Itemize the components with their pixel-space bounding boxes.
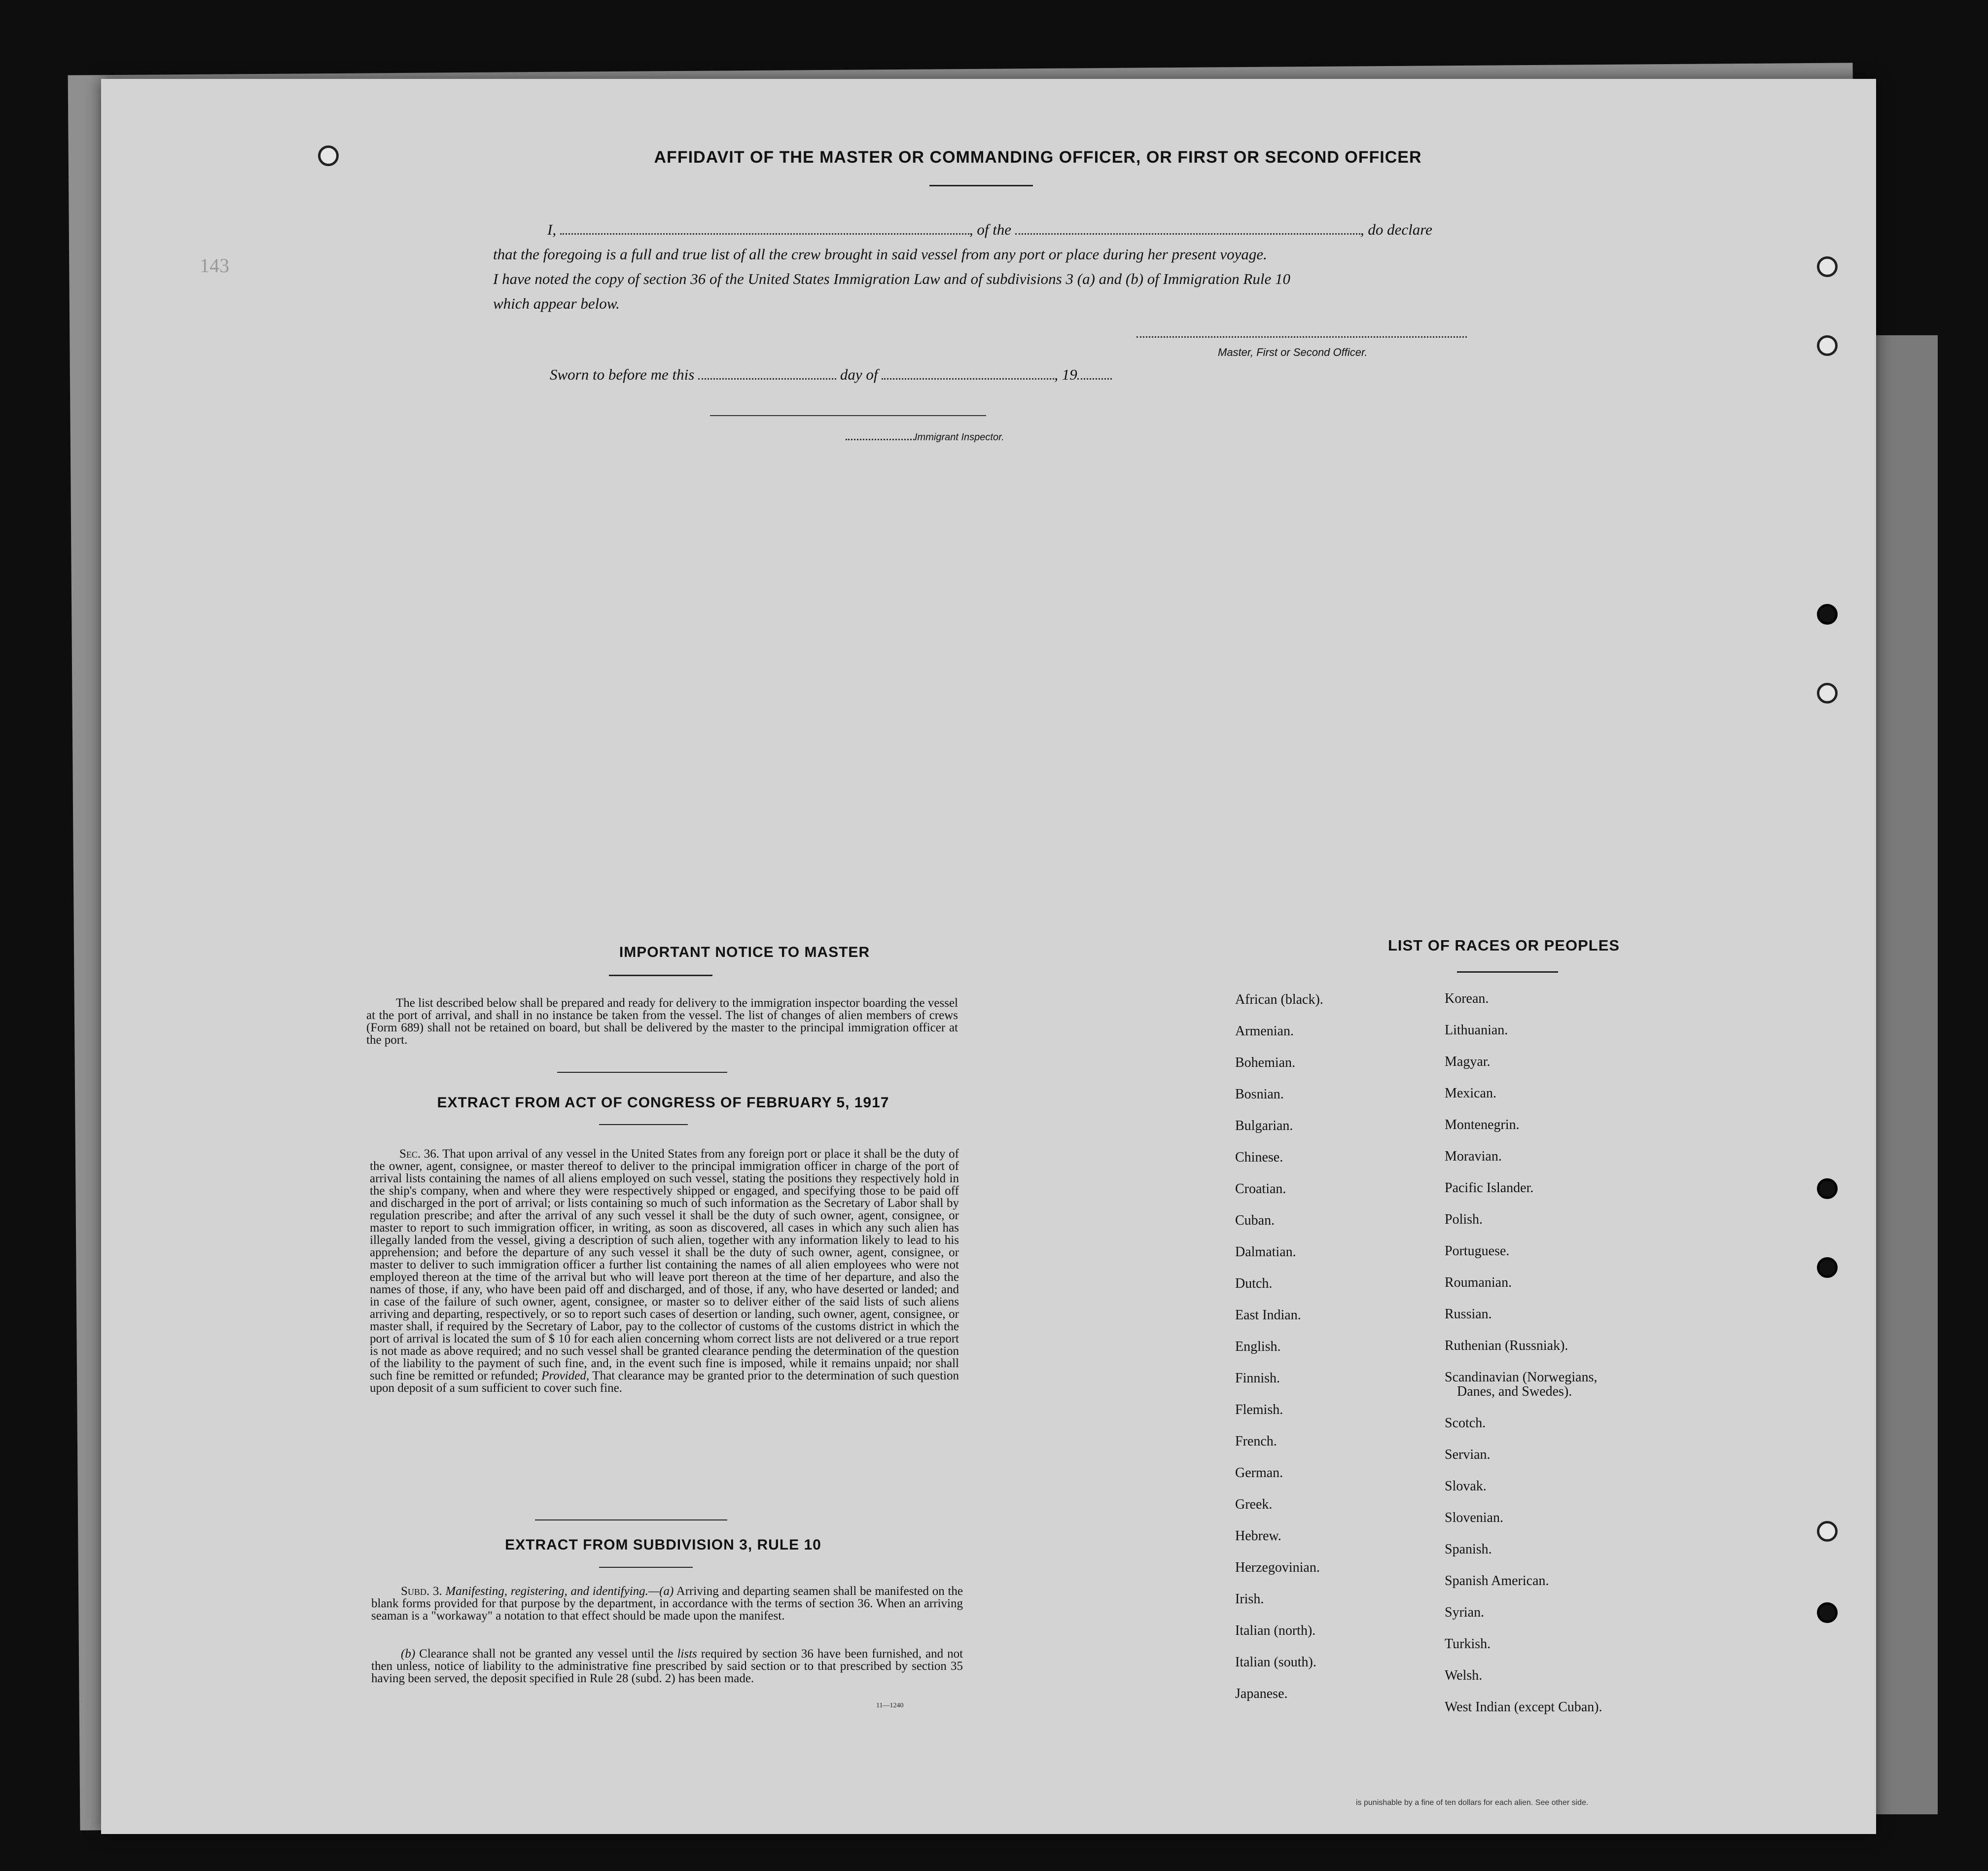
race-item: Moravian. xyxy=(1445,1149,1502,1164)
race-item: Flemish. xyxy=(1235,1402,1283,1417)
race-item: Montenegrin. xyxy=(1445,1117,1520,1132)
race-item: East Indian. xyxy=(1235,1307,1301,1323)
affidavit-line-4: which appear below. xyxy=(493,295,620,312)
sworn-year-label: , 19 xyxy=(1054,366,1077,383)
sworn-month-field[interactable] xyxy=(882,378,1054,380)
extract-act-text xyxy=(370,1148,959,1394)
sworn-prefix: Sworn to before me this xyxy=(550,366,695,383)
race-item: West Indian (except Cuban). xyxy=(1445,1699,1602,1715)
inspector-signature-field[interactable] xyxy=(710,415,986,416)
notice-divider xyxy=(557,1072,727,1073)
subd-3-text-a: Arriving and departing seamen shall be manifested on the blank forms provided for that purpose by the department, in accordance with the terms of section 36. When an arriving seaman is a "workaway" a notation to that effect should be made upon the manifest. xyxy=(371,1585,963,1623)
race-item: Slovenian. xyxy=(1445,1510,1503,1525)
notice-title-rule xyxy=(609,975,712,976)
race-item: Servian. xyxy=(1445,1447,1491,1462)
extract-rule-text xyxy=(371,1585,963,1622)
race-item: Finnish. xyxy=(1235,1371,1280,1386)
race-item: Syrian. xyxy=(1445,1604,1485,1620)
race-item: Pacific Islander. xyxy=(1445,1180,1534,1196)
vessel-name-field[interactable] xyxy=(1015,233,1360,235)
punch-hole-icon xyxy=(1817,335,1838,356)
extract-act-divider xyxy=(535,1519,727,1520)
sworn-day-label: day of xyxy=(840,366,878,383)
race-item: Mexican. xyxy=(1445,1086,1496,1101)
race-item: Polish. xyxy=(1445,1212,1483,1227)
punch-hole-icon xyxy=(318,145,339,166)
notice-title: IMPORTANT NOTICE TO MASTER xyxy=(619,944,870,960)
race-item: Greek. xyxy=(1235,1497,1273,1512)
subd-3-text-b2: required by section 36 have been furnished, and not then unless, notice of liability to the administrative fine prescribed by said section or to that prescribed by section 35 having been served, the deposit specified in Rule 28 (subd. 2) has been made. xyxy=(371,1647,963,1685)
race-item: African (black). xyxy=(1235,992,1323,1007)
punch-hole-icon xyxy=(1817,683,1838,704)
race-item: Dutch. xyxy=(1235,1276,1273,1291)
bleed-through-mark: 143 xyxy=(200,254,229,277)
race-item: Herzegovinian. xyxy=(1235,1560,1320,1575)
document-page xyxy=(101,79,1876,1834)
race-item: Portuguese. xyxy=(1445,1243,1510,1259)
subd-3-text-b1: Clearance shall not be granted any vessel until the xyxy=(419,1647,674,1660)
extract-rule-title: EXTRACT FROM SUBDIVISION 3, RULE 10 xyxy=(505,1537,821,1553)
race-item: Japanese. xyxy=(1235,1686,1288,1701)
subd-3-heading: Manifesting, registering, and identifying.—(a) xyxy=(445,1585,674,1598)
affidavit-title-rule xyxy=(929,185,1033,186)
race-item: Italian (south). xyxy=(1235,1655,1316,1670)
race-item: Italian (north). xyxy=(1235,1623,1316,1638)
lists-word: lists xyxy=(677,1647,697,1660)
sec-36-label: Sec. 36. xyxy=(399,1147,440,1161)
inspector-label-text: Immigrant Inspector. xyxy=(915,432,1004,443)
affidavit-line-2: that the foregoing is a full and true list of all the crew brought in said vessel from any port or place during her present voyage. xyxy=(493,246,1267,263)
subd-3-b-label: (b) xyxy=(401,1647,416,1660)
punch-hole-icon xyxy=(1817,1257,1838,1278)
races-title-rule xyxy=(1457,971,1558,973)
affidavit-declare-label: , do declare xyxy=(1360,221,1432,238)
race-item: Hebrew. xyxy=(1235,1528,1281,1544)
affidavit-line-3: I have noted the copy of section 36 of the United States Immigration Law and of subdivisions 3 (a) and (b) of Immigration Rule 10 xyxy=(493,270,1290,287)
affidavit-of-the-label: , of the xyxy=(969,221,1012,238)
race-item: Spanish. xyxy=(1445,1541,1492,1557)
race-item: English. xyxy=(1235,1339,1281,1354)
race-item: Cuban. xyxy=(1235,1213,1275,1228)
race-item: Roumanian. xyxy=(1445,1275,1512,1290)
race-item: Bulgarian. xyxy=(1235,1118,1293,1133)
race-item: French. xyxy=(1235,1434,1277,1449)
race-item: Armenian. xyxy=(1235,1024,1294,1039)
race-item: Korean. xyxy=(1445,991,1489,1006)
extract-act-rule xyxy=(599,1124,688,1125)
master-signature-label: Master, First or Second Officer. xyxy=(1218,346,1368,358)
punch-hole-icon xyxy=(1817,1602,1838,1623)
sworn-line xyxy=(550,366,1289,384)
punch-hole-icon xyxy=(1817,256,1838,277)
inspector-dots xyxy=(846,439,915,440)
race-item: Irish. xyxy=(1235,1591,1264,1607)
race-item: Scandinavian (Norwegians, xyxy=(1445,1370,1598,1385)
affidavit-i-label: I, xyxy=(547,221,557,238)
race-item: Turkish. xyxy=(1445,1636,1491,1652)
race-item: Chinese. xyxy=(1235,1150,1283,1165)
sworn-year-field[interactable] xyxy=(1077,378,1112,380)
extract-rule-rule xyxy=(599,1567,693,1568)
race-item: Welsh. xyxy=(1445,1667,1483,1683)
sec-36-body: That upon arrival of any vessel in the United States from any foreign port or place it shall be the duty of the owner, agent, consignee, or master thereof to deliver to the principal immigration officer in charge of the port of arrival lists containing the names of all aliens employed on such vessel, stating the positions they respectively hold in the ship's company, when and where they were respectively shipped or engaged, and specifying those to be paid off and discharged in the port of arrival; or lists containing so much of such information as the Secretary of Labor shall by regulation prescribe; and after the arrival of any such vessel it shall be the duty of such owner, agent, consignee, or master to report to such immigration officer, in writing, as soon as discovered, all cases in which any such alien has illegally landed from the vessel, giving a description of such alien, together with any information likely to lead to his apprehension; and before the departure of any such vessel it shall be the duty of such owner, agent, consignee, or master to deliver to such immigration officer a further list containing the names of all alien employees who were not employed thereon at the time of the arrival but who will leave port thereon at the time of her departure, and also the names of those, if any, who have been paid off and discharged, and of those, if any, who have deserted or landed; and in case of the failure of such owner, agent, consignee, or master so to deliver either of the said lists of such aliens arriving and departing, respectively, or so to report such cases of desertion or landing, such owner, agent, consignee, or master shall, if required by the Secretary of Labor, pay to the collector of customs of the customs district in which the port of arrival is located the sum of $ 10 for each alien concerning whom correct lists are not delivered or a true report is not made as above required; and no such vessel shall be granted clearance pending the determination of the question of the liability to the payment of such fine, and, in the event such fine is imposed, while it remains unpaid; nor shall such fine be remitted or refunded; xyxy=(370,1147,959,1382)
sec-36-body-end: That clearance may be granted prior to the determination of such question upon deposit of a sum sufficient to cover such fine. xyxy=(370,1369,959,1395)
race-item: Spanish American. xyxy=(1445,1573,1549,1589)
inspector-signature-label xyxy=(846,432,1043,443)
race-item: Danes, and Swedes). xyxy=(1457,1383,1572,1399)
punch-hole-icon xyxy=(1817,1521,1838,1542)
race-item: Slovak. xyxy=(1445,1478,1487,1494)
race-item: Croatian. xyxy=(1235,1181,1286,1197)
affidavit-title: AFFIDAVIT OF THE MASTER OR COMMANDING OFFICER, OR FIRST OR SECOND OFFICER xyxy=(654,148,1422,167)
extract-rule-text-b xyxy=(371,1648,963,1685)
extract-act-title: EXTRACT FROM ACT OF CONGRESS OF FEBRUARY 5, 1917 xyxy=(437,1094,889,1111)
race-item: Scotch. xyxy=(1445,1415,1486,1431)
provided-word: Provided, xyxy=(541,1369,590,1382)
form-number: 11—1240 xyxy=(876,1702,904,1709)
punch-hole-icon xyxy=(1817,1178,1838,1199)
race-item: Russian. xyxy=(1445,1306,1492,1322)
master-name-field[interactable] xyxy=(560,233,969,235)
race-item: Dalmatian. xyxy=(1235,1244,1296,1260)
notice-text: The list described below shall be prepared and ready for delivery to the immigration inspector boarding the vessel at the port of arrival, and shall in no instance be taken from the vessel. The list of changes of alien members of crews (Form 689) shall not be retained on board, but shall be delivered by the master to the principal immigration officer at the port. xyxy=(366,996,958,1047)
race-item: Bosnian. xyxy=(1235,1087,1284,1102)
affidavit-declaration-line xyxy=(547,221,1583,239)
race-item: German. xyxy=(1235,1465,1283,1481)
bottom-strip-text: is punishable by a fine of ten dollars for each alien. See other side. xyxy=(1356,1799,1589,1807)
race-item: Bohemian. xyxy=(1235,1055,1296,1070)
race-item: Magyar. xyxy=(1445,1054,1491,1069)
subd-3-label: Subd. 3. xyxy=(401,1585,442,1598)
races-title: LIST OF RACES OR PEOPLES xyxy=(1387,937,1620,954)
master-signature-field[interactable] xyxy=(1136,336,1467,338)
race-item: Lithuanian. xyxy=(1445,1023,1508,1038)
sworn-day-field[interactable] xyxy=(698,378,836,380)
race-item: Ruthenian (Russniak). xyxy=(1445,1338,1568,1353)
punch-hole-icon xyxy=(1817,604,1838,625)
